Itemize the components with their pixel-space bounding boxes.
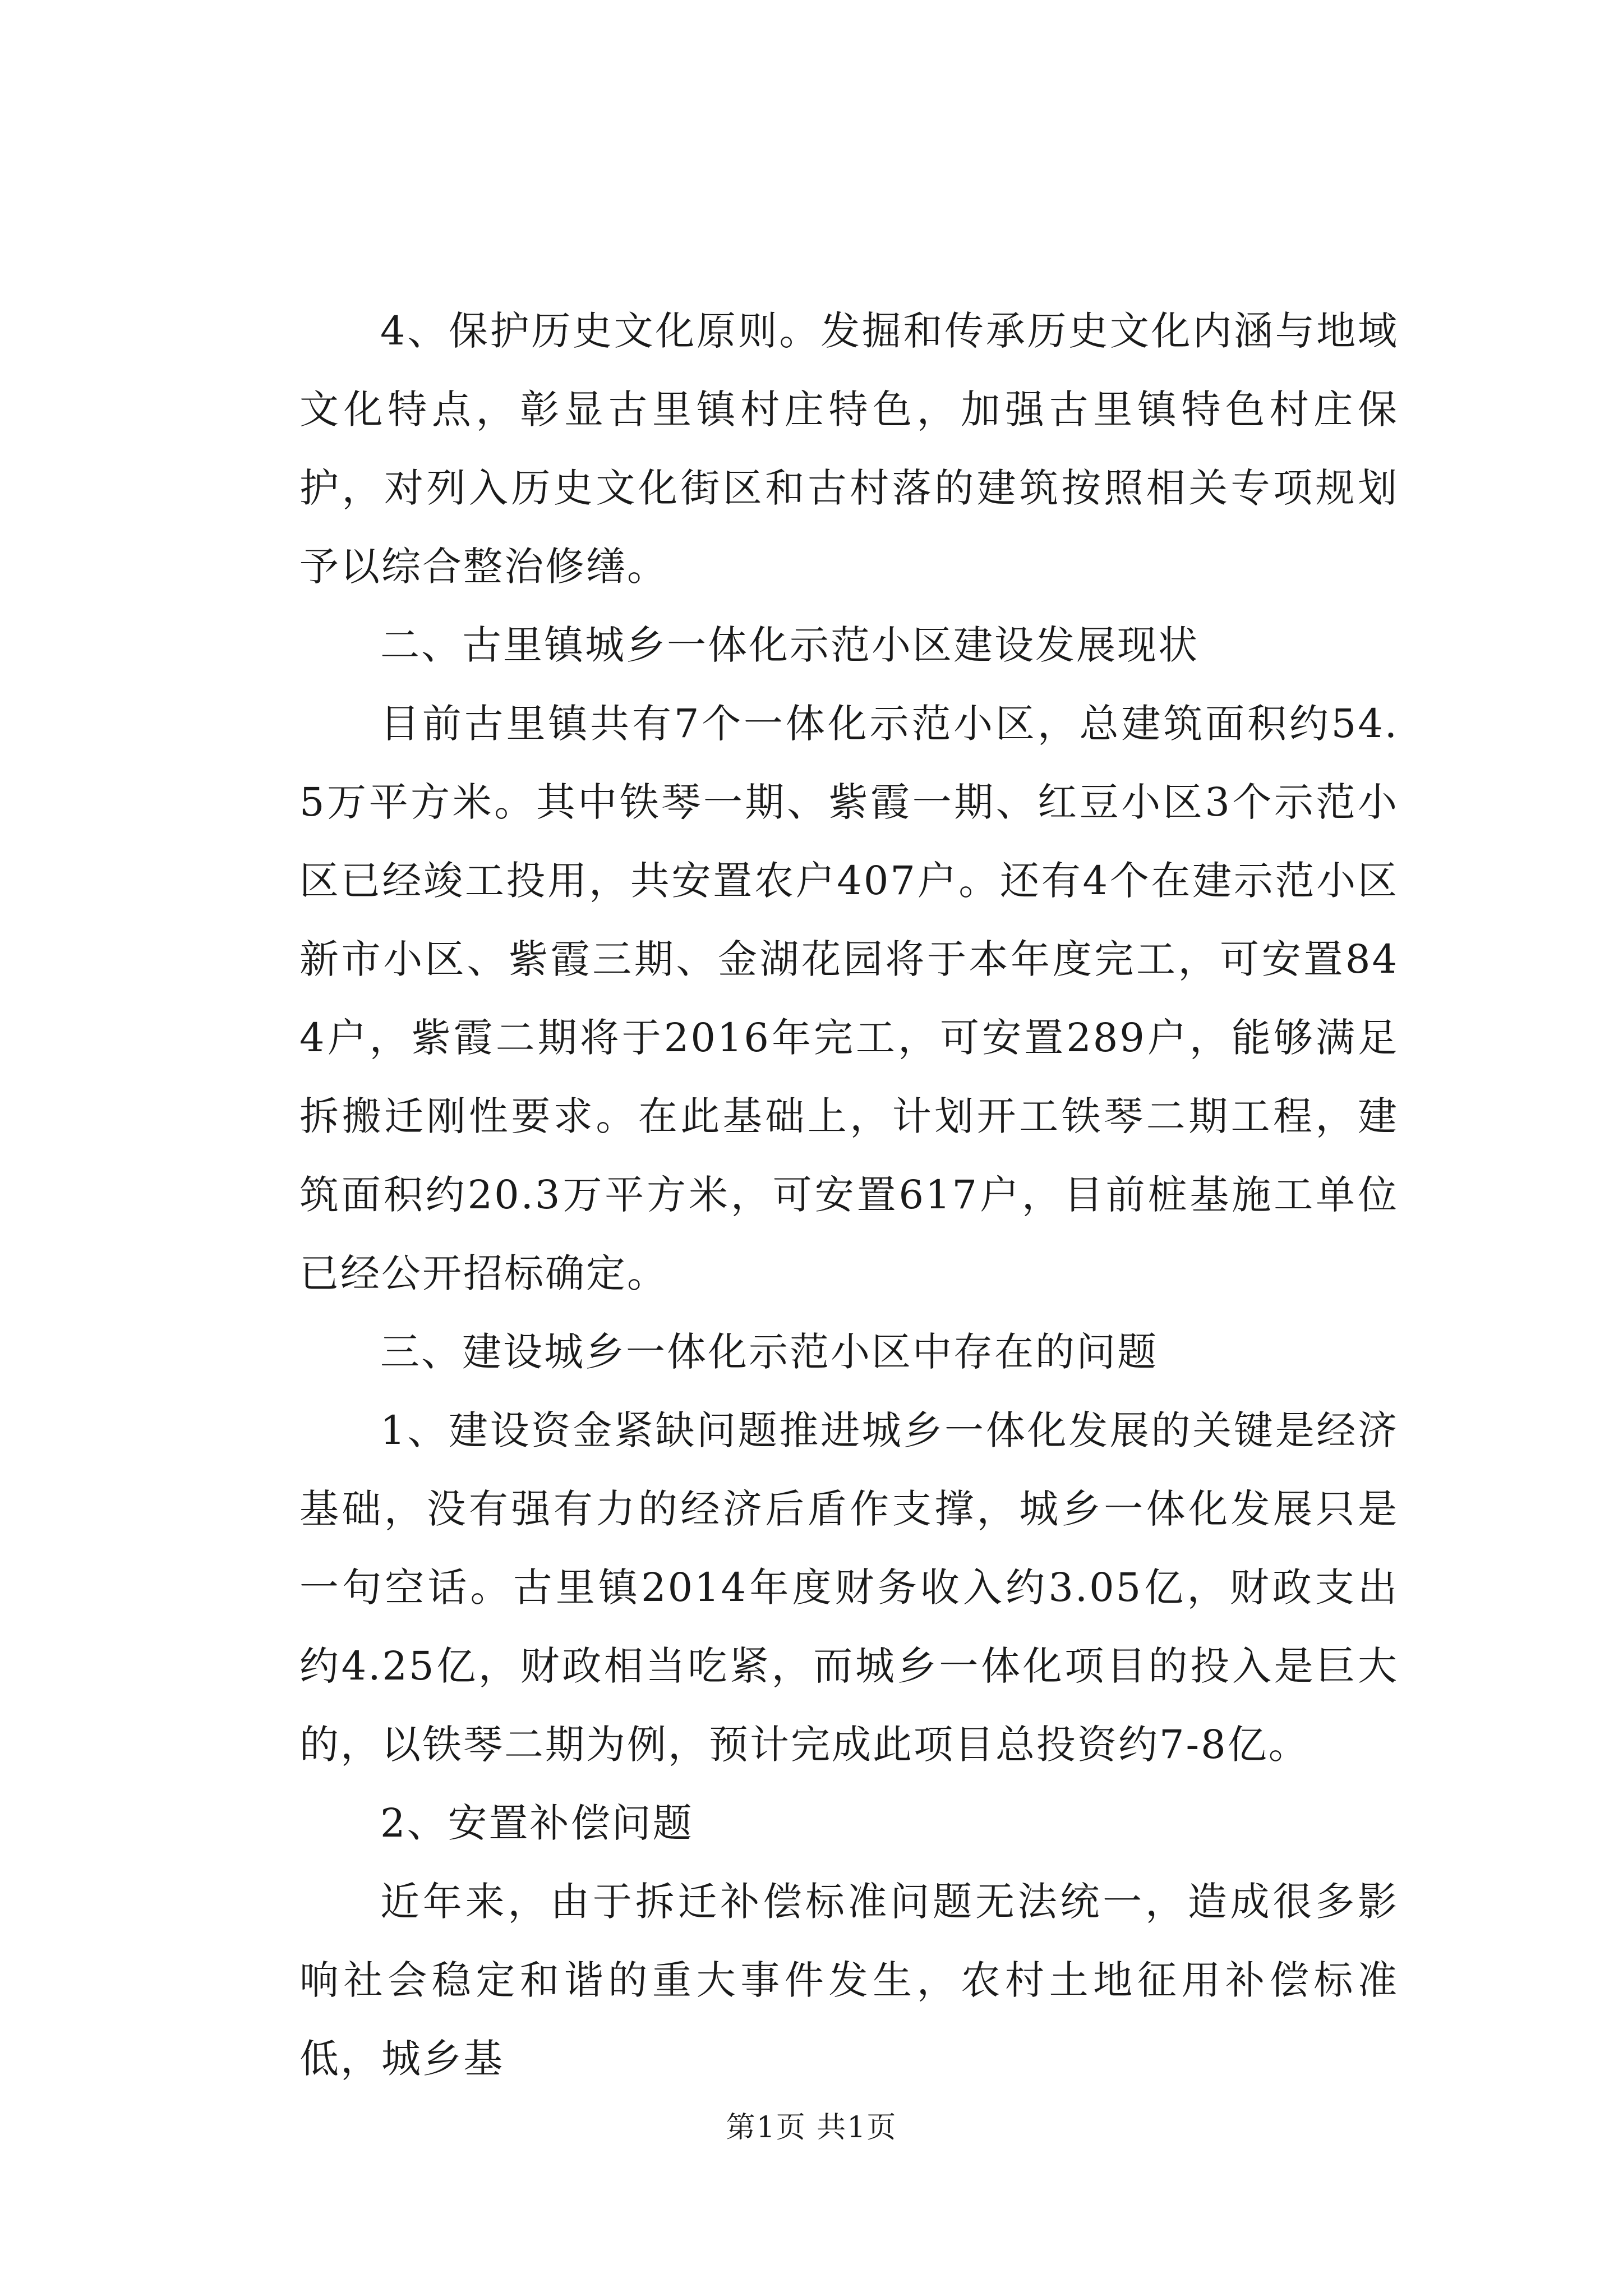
paragraph-funding-issue: 1、建设资金紧缺问题推进城乡一体化发展的关键是经济基础，没有强有力的经济后盾作支撑，城乡一体化发展只是一句空话。古里镇2014年度财务收入约3.05亿，财政支出约4.25亿，财政相当吃紧，而城乡一体化项目的投入是巨大的，以铁琴二期为例，预计完成此项目总投资约7-8亿。 xyxy=(299,1407,1399,1768)
section-heading-3: 三、建设城乡一体化示范小区中存在的问题 xyxy=(380,1329,1158,1375)
paragraph-compensation: 近年来，由于拆迁补偿标准问题无法统一，造成很多影响社会稳定和谐的重大事件发生，农村土地征用补偿标准低，城乡基 xyxy=(299,1879,1399,2082)
paragraph-principle-4: 4、保护历史文化原则。发掘和传承历史文化内涵与地域文化特点，彰显古里镇村庄特色，加强古里镇特色村庄保护，对列入历史文化街区和古村落的建筑按照相关专项规划予以综合整治修缮。 xyxy=(299,308,1399,590)
paragraph-status: 目前古里镇共有7个一体化示范小区，总建筑面积约54.5万平方米。其中铁琴一期、紫霞一期、红豆小区3个示范小区已经竣工投用，共安置农户407户。还有4个在建示范小区新市小区、紫霞三期、金湖花园将于本年度完工，可安置844户，紫霞二期将于2016年完工，可安置289户，能够满足拆搬迁刚性要求。在此基础上，计划开工铁琴二期工程，建筑面积约20.3万平方米，可安置617户，目前桩基施工单位已经公开招标确定。 xyxy=(299,701,1399,1296)
section-heading-2: 二、古里镇城乡一体化示范小区建设发展现状 xyxy=(380,622,1199,668)
page-footer: 第1页 共1页 xyxy=(726,2111,897,2145)
subheading-compensation: 2、安置补偿问题 xyxy=(380,1800,694,1846)
document-body xyxy=(299,292,1399,2098)
